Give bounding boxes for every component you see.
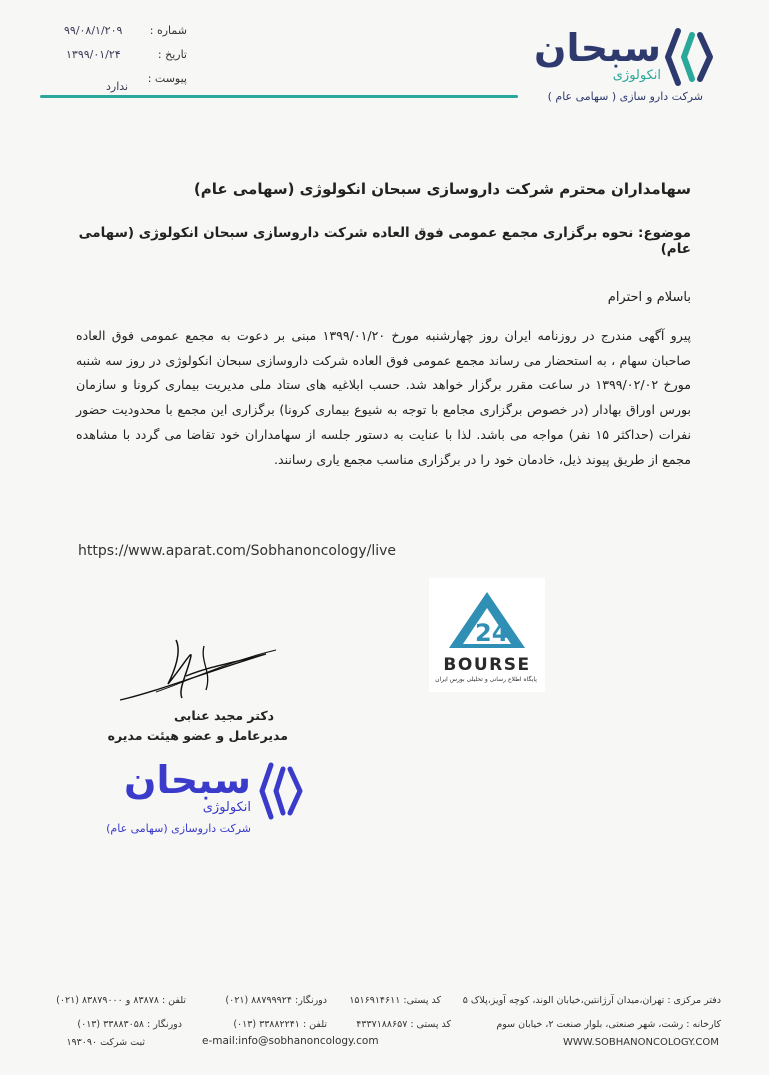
footer-factory-address: کارخانه : رشت، شهر صنعتی، بلوار صنعت ۲، خیابان سوم — [496, 1019, 721, 1030]
letter-greeting: باسلام و احترام — [607, 290, 691, 305]
logo-subtitle: انکولوژی — [612, 68, 661, 83]
bourse-caption: پایگاه اطلاع رسانی و تحلیلی بورس ایران — [435, 676, 537, 683]
letter-attachment-label: پیوست : — [147, 72, 187, 85]
letter-number-value: ۹۹/۰۸/۱/۲۰۹ — [64, 24, 123, 37]
letter-subject: موضوع: نحوه برگزاری مجمع عمومی فوق العاده شرکت داروسازی سبحان انکولوژی (سهامی عام) — [78, 225, 691, 257]
logo-name: سبحان — [534, 26, 661, 70]
footer-office-address: دفتر مرکزی : تهران،میدان آرژانتین،خیابان الوند، کوچه آویز،پلاک ۵ — [462, 995, 721, 1006]
footer-office-postal: کد پستی: ۱۵۱۶۹۱۴۶۱۱ — [349, 995, 441, 1006]
letter-number-row — [60, 24, 187, 40]
footer-office-fax: دورنگار: ۸۸۷۹۹۹۲۴ (۰۲۱) — [225, 995, 327, 1006]
letter-number-label: شماره : — [149, 24, 187, 37]
footer-factory-postal: کد پستی : ۴۳۳۷۱۸۸۶۵۷ — [356, 1019, 451, 1030]
signatory-title: مدیرعامل و عضو هیئت مدیره — [107, 728, 288, 743]
stamp-name: سبحان — [124, 758, 251, 802]
stamp-subtitle: انکولوژی — [202, 800, 251, 815]
company-logo-icon — [664, 27, 720, 87]
svg-text:24: 24 — [475, 619, 509, 647]
letter-date-value: ۱۳۹۹/۰۱/۲۴ — [66, 48, 121, 61]
live-stream-link[interactable]: https://www.aparat.com/Sobhanoncology/live — [78, 543, 397, 559]
bourse-brand: BOURSE — [443, 655, 531, 675]
bourse-watermark — [429, 578, 545, 692]
letter-body: پیرو آگهی مندرج در روزنامه ایران روز چهارشنبه مورخ ۱۳۹۹/۰۱/۲۰ مبنی بر دعوت به مجمع عمومی فوق العاده صاحبان سهام ، به استحضار می رساند مجمع عمومی فوق العاده شرکت داروسازی سبحان انکولوژی در روز سه شنبه مورخ ۱۳۹۹/۰۲/۰۲ در ساعت مقرر برگزار خواهد شد. حسب ابلاغیه های ستاد ملی مدیریت بیماری کرونا و سازمان بورس اوراق بهادار (در خصوص برگزاری مجامع با توجه به شیوع بیماری کرونا) برگزاری این مجمع با محدودیت حضور نفرات (حداکثر ۱۵ نفر) مواجه می باشد. لذا با عنایت به دستور جلسه از سهامداران خود تقاضا می گردد با مشاهده مجمع از طریق پیوند ذیل، خادمان خود را در برگزاری مناسب مجمع یاری رسانند. — [76, 328, 691, 467]
footer-factory-fax: دورنگار : ۳۳۸۸۳۰۵۸ (۰۱۳) — [77, 1019, 182, 1030]
letter-addressee: سهامداران محترم شرکت داروسازی سبحان انکولوژی (سهامی عام) — [193, 180, 691, 198]
stamp-company: شرکت داروسازی (سهامی عام) — [106, 822, 251, 835]
letter-date-row — [60, 48, 187, 64]
letter-attachment-value: ندارد — [106, 80, 129, 93]
footer-office-phone: تلفن : ۸۳۸۷۸ و ۸۳۸۷۹۰۰۰ (۰۲۱) — [56, 995, 186, 1006]
letter-date-label: تاریخ : — [157, 48, 187, 61]
footer-factory-phone: تلفن : ۳۳۸۸۲۲۴۱ (۰۱۳) — [233, 1019, 327, 1030]
footer-email[interactable]: e-mail:info@sobhanoncology.com — [202, 1035, 379, 1047]
signatory-name: دکتر مجید عنابی — [173, 708, 274, 723]
header-divider — [40, 95, 518, 98]
stamp-logo-icon — [257, 759, 307, 823]
logo-company: شرکت دارو سازی ( سهامی عام ) — [547, 90, 703, 103]
footer-registration: ثبت شرکت ۱۹۳۰۹۰ — [66, 1037, 145, 1048]
bourse-logo-icon — [429, 578, 545, 658]
letter-attachment-row — [60, 72, 187, 93]
footer-website[interactable]: WWW.SOBHANONCOLOGY.COM — [563, 1037, 719, 1048]
